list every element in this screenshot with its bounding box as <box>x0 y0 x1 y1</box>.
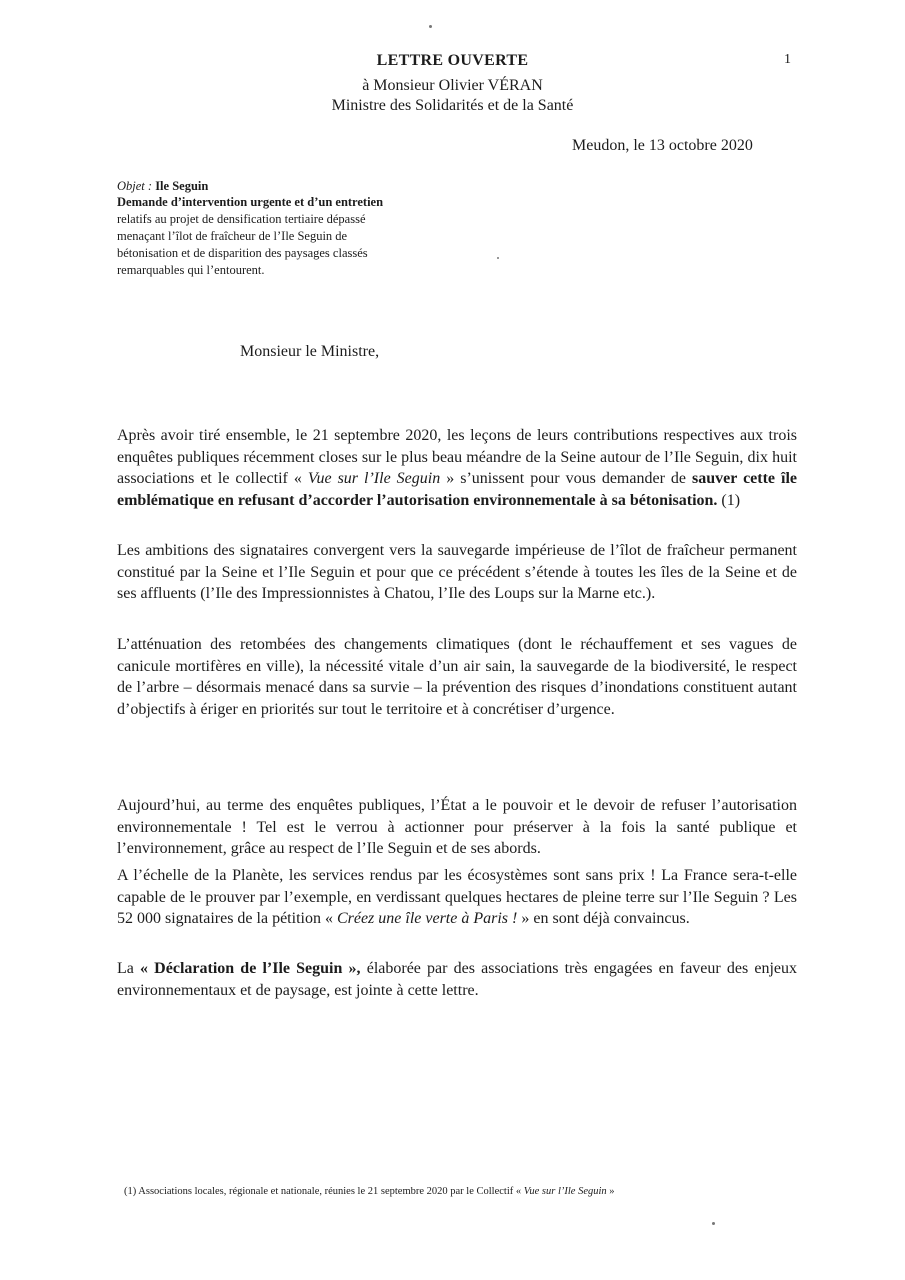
footnote-text: (1) Associations locales, régionale et nationale, réunies le 21 septembre 2020 par le Collectif « <box>124 1186 522 1197</box>
scan-speck <box>712 1222 715 1225</box>
letter-title: LETTRE OUVERTE <box>376 52 529 69</box>
objet-line-1: Demande d’intervention urgente et d’un entretien <box>117 195 384 209</box>
objet-label: Objet : <box>117 179 153 193</box>
objet-line-5: remarquables qui l’entourent. <box>117 263 265 277</box>
paragraph-5-italic: Créez une île verte à Paris ! <box>336 910 518 927</box>
objet-line-3: menaçant l’îlot de fraîcheur de l’Ile Seguin de <box>117 229 348 243</box>
objet-line-2: relatifs au projet de densification tertiaire dépassé <box>117 212 366 226</box>
paragraph-1 <box>117 425 797 511</box>
paragraph-6-text: La <box>117 960 134 977</box>
paragraph-6 <box>117 958 797 1001</box>
paragraph-5 <box>117 865 797 930</box>
paragraph-3: L’atténuation des retombées des changements climatiques (dont le réchauffement et ses vagues de canicule mortifères en ville), la nécessité vitale d’un air sain, la sauvegarde de la biodiversité, le respect de l’arbre – désormais menacé dans sa survie – la prévention des risques d’inondations constituent autant d’objectifs à ériger en priorités sur tout le territoire et à concrétiser d’urgence. <box>117 636 797 718</box>
date-line: Meudon, le 13 octobre 2020 <box>572 137 753 154</box>
paragraph-4: Aujourd’hui, au terme des enquêtes publiques, l’État a le pouvoir et le devoir de refuser l’autorisation environnementale ! Tel est le verrou à actionner pour préserver à la fois la santé publique et l’environnement, grâce au respect de l’Ile Seguin et de ses abords. <box>117 797 797 857</box>
paragraph-1-bold: sauver cette île emblématique en refusant d’accorder l’autorisation environnementale à sa bétonisation. <box>117 470 798 509</box>
scan-speck <box>429 25 432 28</box>
page-number: 1 <box>784 52 791 67</box>
addressee-role: Ministre des Solidarités et de la Santé <box>331 97 574 114</box>
footnote-end: » <box>609 1186 615 1197</box>
footnote-ref: (1) <box>721 491 741 509</box>
footnote <box>124 1186 615 1197</box>
objet-subject-text: Ile Seguin <box>155 179 209 193</box>
scan-speck <box>497 257 499 259</box>
paragraph-1-italic: Vue sur l’Ile Seguin <box>307 470 441 487</box>
paragraph-5-text-2: » en sont déjà convaincus. <box>521 910 690 927</box>
paragraph-6-text-2: élaborée par des associations très engagées en faveur des enjeux environnementaux et de paysage, est jointe à cette lettre. <box>117 960 798 999</box>
salutation: Monsieur le Ministre, <box>240 343 380 360</box>
addressee-line: à Monsieur Olivier VÉRAN <box>362 77 543 94</box>
paragraph-6-bold: « Déclaration de l’Ile Seguin », <box>140 960 361 977</box>
paragraph-1-text-2: » s’unissent pour vous demander de <box>446 470 687 487</box>
paragraph-5-text: A l’échelle de la Planète, les services rendus par les écosystèmes sont sans prix ! La France sera-t-elle capable de le prouver par l’exemple, en verdissant quelques hectares de pleine terre sur l’Ile Seguin ? Les 52 000 signataires de la pétition « <box>117 867 797 927</box>
objet-line-4: bétonisation et de disparition des paysages classés <box>117 246 368 260</box>
paragraph-1-text: Après avoir tiré ensemble, le 21 septembre 2020, les leçons de leurs contributions respectives aux trois enquêtes publiques récemment closes sur le plus beau méandre de la Seine autour de l’Ile Seguin, dix huit associations et le collectif « <box>117 427 797 487</box>
objet-subject <box>117 179 208 194</box>
paragraph-2: Les ambitions des signataires convergent vers la sauvegarde impérieuse de l’îlot de fraîcheur permanent constitué par la Seine et l’Ile Seguin et pour que ce précédent s’étende à toutes les îles de la Seine et de ses affluents (l’Ile des Impressionnistes à Chatou, l’Ile des Loups sur la Marne etc.). <box>117 542 797 602</box>
footnote-italic: Vue sur l’Ile Seguin <box>523 1186 607 1197</box>
